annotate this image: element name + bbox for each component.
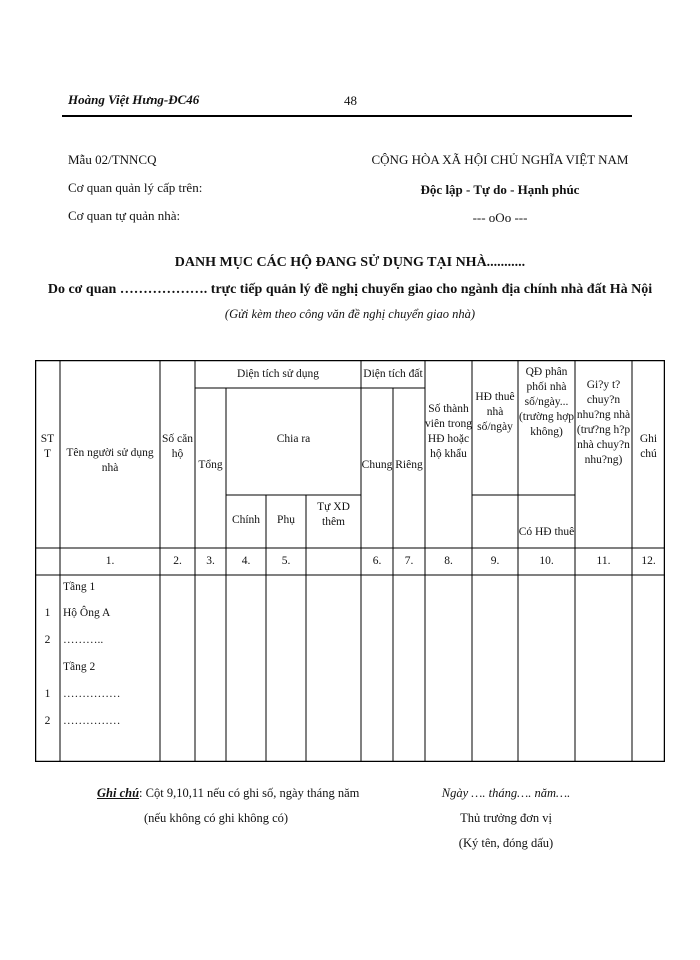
header-lease-contract: HĐ thuê nhà số/ngày: [475, 391, 515, 433]
col-number: 11.: [596, 555, 611, 567]
header-transfer-papers: Gi?y t? chuy?n nhu?ng nhà (trư?ng h?p nhà chuy?n nhu?ng): [576, 379, 631, 466]
header-total: Tổng: [198, 459, 223, 471]
footnote: [97, 786, 359, 801]
signature-instruction: (Ký tên, đóng dấu): [458, 836, 554, 850]
motto-separator: --- oOo ---: [472, 210, 528, 225]
header-auxiliary: Phụ: [277, 514, 295, 526]
col-number: 7.: [404, 555, 414, 567]
col-number: 9.: [490, 555, 500, 567]
header-allocation-decision: QĐ phân phối nhà số/ngày... (trường hợp không): [518, 366, 575, 438]
row-stt: 1: [44, 607, 51, 619]
col-number: 4.: [241, 555, 251, 567]
document-title: DANH MỤC CÁC HỘ ĐANG SỬ DỤNG TẠI NHÀ...........: [174, 255, 526, 270]
household-name: Hộ Ông A: [63, 607, 111, 619]
managing-agency-label: Cơ quan quản lý cấp trên:: [68, 180, 203, 195]
national-motto: Độc lập - Tự do - Hạnh phúc: [420, 182, 580, 197]
header-breakdown: Chia ra: [276, 433, 311, 445]
header-apartment-count: Số căn hộ: [162, 433, 193, 460]
country-name: CỘNG HÒA XÃ HỘI CHỦ NGHĨA VIỆT NAM: [371, 152, 629, 167]
household-table: [35, 360, 665, 762]
document-attachment-note: (Gửi kèm theo công văn đề nghị chuyển giao nhà): [224, 307, 476, 321]
document-subtitle: Do cơ quan ………………. trực tiếp quản lý đề nghị chuyển giao cho ngành địa chính nhà đất Hà Nội: [47, 282, 653, 297]
row-stt: 1: [44, 688, 51, 700]
floor-label: Tầng 1: [63, 581, 96, 593]
signature-date: Ngày …. tháng…. năm….: [441, 786, 571, 800]
header-used-area: Diện tích sử dụng: [237, 368, 319, 380]
household-placeholder: ……………: [63, 688, 121, 700]
header-member-count: Số thành viên trong HĐ hoặc hộ khẩu: [425, 403, 472, 460]
footnote-text-2: (nếu không có ghi không có): [144, 811, 289, 825]
footnote-text: : Cột 9,10,11 nếu có ghi số, ngày tháng năm: [139, 786, 360, 800]
header-notes: Ghi chú: [639, 433, 658, 460]
col-number: 3.: [206, 555, 215, 567]
header-land-area: Diện tích đất: [363, 368, 423, 380]
signer-title: Thủ trưởng đơn vị: [460, 811, 552, 825]
floor-label: Tầng 2: [63, 661, 96, 673]
col-number: 2.: [173, 555, 182, 567]
page-number: 48: [344, 93, 357, 108]
header-self-built: Tự XD thêm: [317, 501, 350, 528]
col-number: 6.: [372, 555, 382, 567]
header-stt: ST T: [40, 433, 55, 460]
row-stt: 2: [44, 715, 51, 727]
form-code: Mẫu 02/TNNCQ: [68, 152, 157, 167]
header-private: Riêng: [395, 459, 423, 471]
col-number: 10.: [539, 555, 554, 567]
header-has-lease: Có HĐ thuê: [518, 526, 575, 538]
header-main: Chính: [231, 514, 261, 526]
header-shared: Chung: [361, 459, 393, 471]
header-user-name: Tên người sử dụng nhà: [66, 447, 154, 474]
household-placeholder: ……………: [63, 715, 121, 727]
col-number: 5.: [281, 555, 291, 567]
col-number: 8.: [444, 555, 453, 567]
house-agency-label: Cơ quan tự quản nhà:: [68, 208, 181, 223]
household-placeholder: ………..: [63, 634, 104, 646]
col-number: 1.: [105, 555, 115, 567]
footnote-label: Ghi chú: [97, 786, 140, 800]
header-rule: [62, 115, 632, 117]
row-stt: 2: [44, 634, 51, 646]
author-header: Hoàng Việt Hưng-ĐC46: [68, 92, 200, 107]
col-number: 12.: [641, 555, 656, 567]
